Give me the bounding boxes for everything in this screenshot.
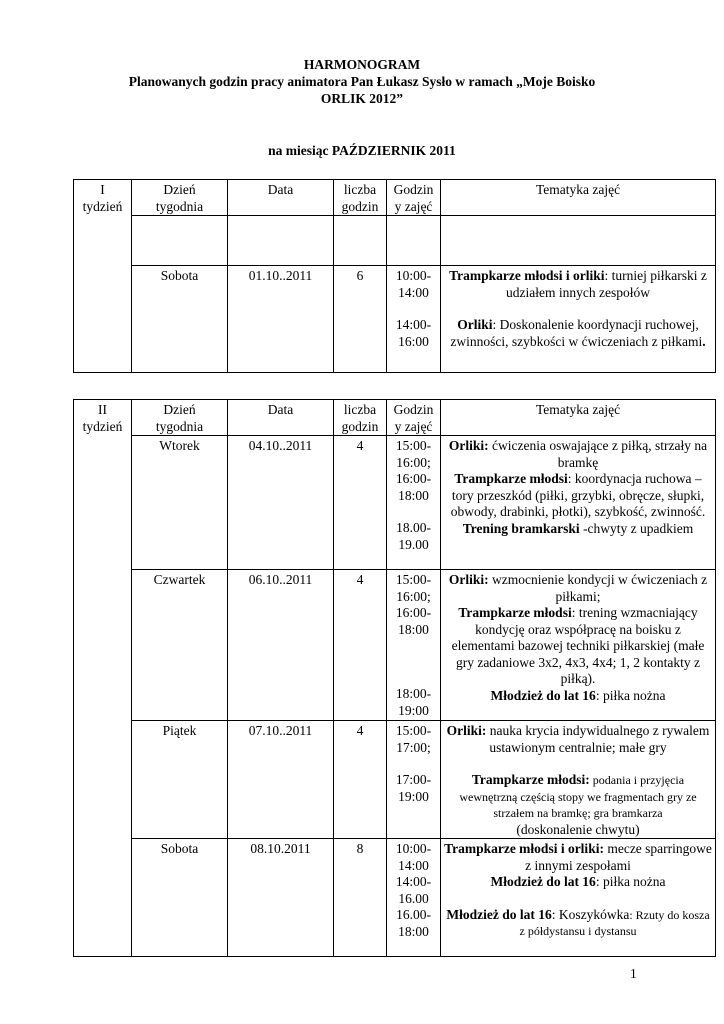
col-times-header: Godzin y zajęć: [387, 400, 441, 436]
times-cell: 15:00- 17:00; 17:00- 19:00: [387, 721, 441, 839]
topic-cell: Trampkarze młodsi i orliki: mecze sparringowe z innymi zespołami Młodzież do lat 16: piłka nożna Młodzież do lat 16: Koszykówka: Rzuty do kosza z półdystansu i dystansu: [441, 839, 716, 957]
day-cell: Czwartek: [132, 570, 228, 721]
doc-month: na miesiąc PAŹDZIERNIK 2011: [268, 143, 456, 158]
col-times-header: Godzin y zajęć: [387, 180, 441, 216]
times-cell: 10:00- 14:00 14:00- 16:00: [387, 266, 441, 373]
col-date-header: Data: [228, 180, 334, 216]
times-cell: 15:00- 16:00; 16:00- 18:00 18:00- 19:00: [387, 570, 441, 721]
day-cell: Sobota: [132, 839, 228, 957]
col-hours-header: liczba godzin: [334, 400, 387, 436]
day-cell: Piątek: [132, 721, 228, 839]
col-topic-header: Tematyka zajęć: [441, 400, 716, 436]
week-label: I tydzień: [74, 180, 132, 373]
hours-cell: 4: [334, 436, 387, 570]
table-row: [74, 570, 716, 721]
times-cell: 15:00- 16:00; 16:00- 18:00 18.00- 19.00: [387, 436, 441, 570]
week1-table: [73, 179, 716, 373]
date-cell: 08.10.2011: [228, 839, 334, 957]
topic-cell: Trampkarze młodsi i orliki: turniej piłkarski z udziałem innych zespołów Orliki: Doskonalenie koordynacji ruchowej, zwinności, szybkości w ćwiczeniach z piłkami.: [441, 266, 716, 373]
doc-subtitle: Planowanych godzin pracy animatora Pan Łukasz Sysło w ramach „Moje Boisko: [128, 74, 596, 89]
table-row: [74, 266, 716, 373]
topic-cell: Orliki: ćwiczenia oswajające z piłką, strzały na bramkę Trampkarze młodsi: koordynacja ruchowa – tory przeszkód (piłki, grzybki, obręcze, słupki, obwody, drabinki, płotki), szybkość, zwinność. Trening bramkarski -chwyty z upadkiem: [441, 436, 716, 570]
hours-cell: 4: [334, 570, 387, 721]
doc-subtitle-2: ORLIK 2012”: [320, 91, 404, 106]
date-cell: 06.10..2011: [228, 570, 334, 721]
topic-cell: Orliki: nauka krycia indywidualnego z rywalem ustawionym centralnie; małe gry Trampkarze młodsi: podania i przyjęcia wewnętrzną częścią stopy we fragmentach gry ze strzałem na bramkę; gra bramkarza (doskonalenie chwytu): [441, 721, 716, 839]
date-cell: 04.10..2011: [228, 436, 334, 570]
col-day-header: Dzień tygodnia: [132, 180, 228, 216]
col-day-header: Dzień tygodnia: [132, 400, 228, 436]
topic-cell: Orliki: wzmocnienie kondycji w ćwiczeniach z piłkami; Trampkarze młodsi: trening wzmacniający kondycję oraz współpracę na boisku z elementami bazowej techniki piłkarskiej (małe gry zadaniowe 3x2, 4x3, 4x4; 1, 2 kontakty z piłką). Młodzież do lat 16: piłka nożna: [441, 570, 716, 721]
times-cell: 10:00- 14:00 14:00- 16.00 16.00- 18:00: [387, 839, 441, 957]
col-hours-header: liczba godzin: [334, 180, 387, 216]
table-row: [74, 839, 716, 957]
col-topic-header: Tematyka zajęć: [441, 180, 716, 216]
doc-title: HARMONOGRAM: [303, 57, 421, 72]
week-label: II tydzień: [74, 400, 132, 957]
table-row: [74, 436, 716, 570]
hours-cell: 4: [334, 721, 387, 839]
table-row: [74, 721, 716, 839]
date-cell: 07.10..2011: [228, 721, 334, 839]
hours-cell: 8: [334, 839, 387, 957]
week2-table: [73, 399, 716, 957]
page-number: 1: [630, 966, 637, 981]
col-date-header: Data: [228, 400, 334, 436]
hours-cell: 6: [334, 266, 387, 373]
date-cell: 01.10..2011: [228, 266, 334, 373]
day-cell: Wtorek: [132, 436, 228, 570]
day-cell: Sobota: [132, 266, 228, 373]
